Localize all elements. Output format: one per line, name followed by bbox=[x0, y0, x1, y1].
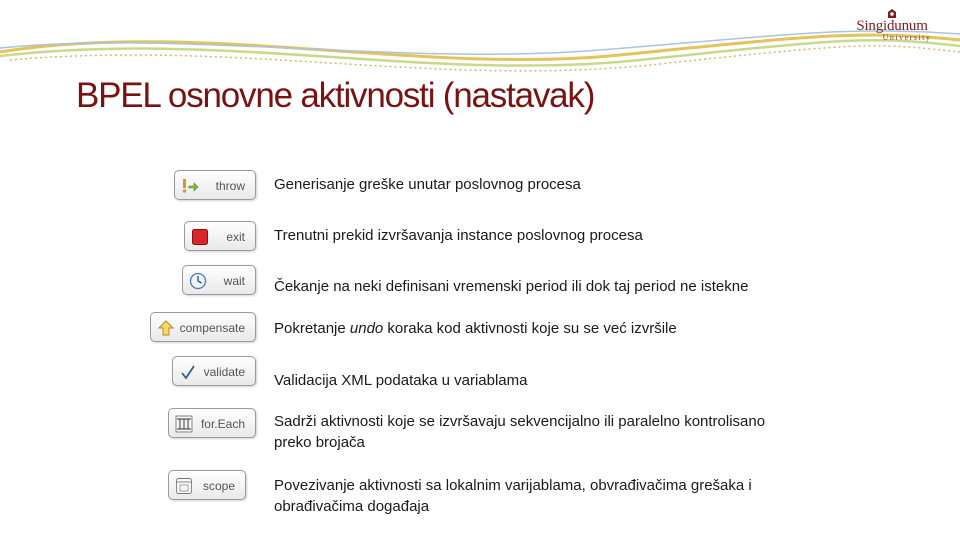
foreach-desc-line2: preko brojača bbox=[274, 434, 365, 451]
scope-desc-line1: Povezivanje aktivnosti sa lokalnim varijablama, obvrađivačima grešaka i bbox=[274, 477, 752, 494]
foreach-button[interactable] bbox=[168, 408, 256, 438]
compensate-button[interactable] bbox=[150, 312, 256, 342]
compensate-description bbox=[274, 318, 834, 339]
validate-button[interactable] bbox=[172, 356, 256, 386]
foreach-icon bbox=[175, 415, 193, 433]
foreach-label: for.Each bbox=[200, 417, 245, 431]
validate-description: Validacija XML podataka u variablama bbox=[274, 372, 528, 389]
clock-icon bbox=[189, 272, 207, 290]
foreach-description bbox=[274, 411, 834, 453]
throw-icon bbox=[181, 177, 199, 195]
wait-label: wait bbox=[223, 274, 245, 288]
wait-description: Čekanje na neki definisani vremenski period ili dok taj period ne istekne bbox=[274, 278, 749, 295]
exit-label: exit bbox=[226, 230, 245, 244]
slide-title: BPEL osnovne aktivnosti (nastavak) bbox=[76, 76, 595, 115]
scope-icon bbox=[175, 477, 193, 495]
logo-name: Singidunum bbox=[856, 18, 928, 34]
compensate-desc-before: Pokretanje bbox=[274, 320, 350, 337]
foreach-desc-line1: Sadrži aktivnosti koje se izvršavaju sekvencijalno ili paralelno kontrolisano bbox=[274, 413, 766, 430]
scope-desc-line2: obrađivačima događaja bbox=[274, 498, 430, 515]
throw-description: Generisanje greške unutar poslovnog procesa bbox=[274, 176, 581, 193]
scope-button[interactable] bbox=[168, 470, 246, 500]
checkmark-icon bbox=[179, 363, 197, 381]
compensate-desc-italic: undo bbox=[349, 320, 384, 337]
university-logo bbox=[842, 8, 942, 42]
wait-button[interactable] bbox=[182, 265, 256, 295]
scope-description bbox=[274, 475, 834, 517]
exit-button[interactable] bbox=[184, 221, 256, 251]
scope-label: scope bbox=[202, 479, 235, 493]
exit-description: Trenutni prekid izvršavanja instance poslovnog procesa bbox=[274, 227, 643, 244]
throw-label: throw bbox=[215, 179, 245, 193]
up-arrow-icon bbox=[157, 319, 175, 337]
compensate-desc-after: koraka kod aktivnosti koje su se već izvršile bbox=[383, 320, 677, 337]
exit-icon bbox=[191, 228, 209, 246]
throw-button[interactable] bbox=[174, 170, 256, 200]
logo-subtitle: University bbox=[882, 33, 932, 42]
compensate-label: compensate bbox=[179, 321, 245, 335]
validate-label: validate bbox=[203, 365, 245, 379]
